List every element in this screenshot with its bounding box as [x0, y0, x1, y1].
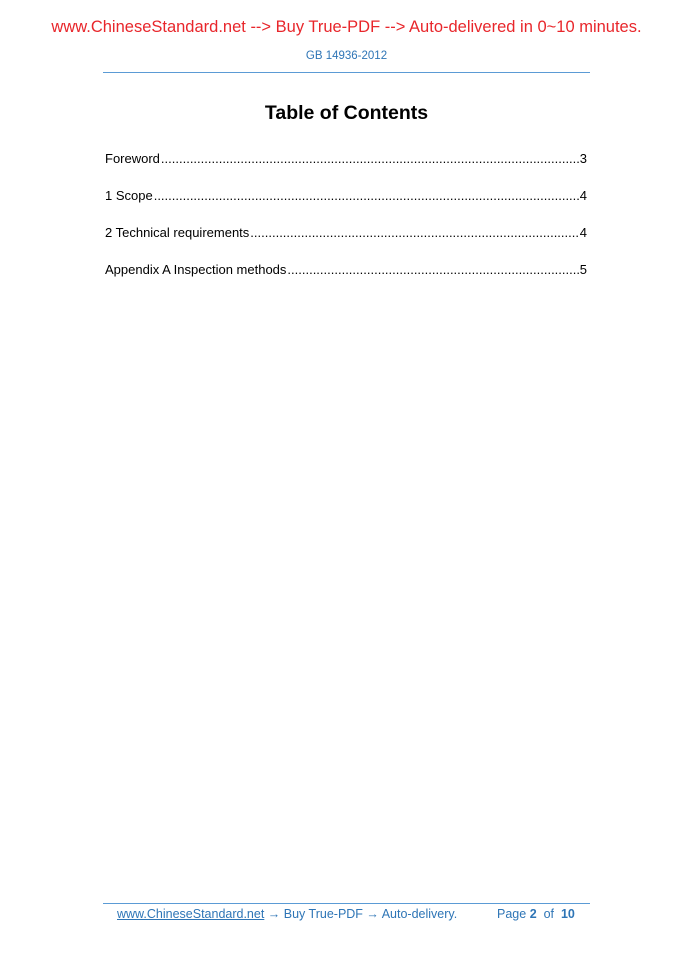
header-divider — [103, 72, 590, 73]
toc-entry-label: Foreword — [105, 151, 160, 166]
footer-divider — [103, 903, 590, 904]
page-of-label: of — [543, 907, 555, 921]
footer-site-link[interactable]: www.ChineseStandard.net — [117, 907, 265, 921]
table-of-contents — [105, 151, 587, 299]
toc-page-number: 3 — [579, 151, 587, 166]
toc-dot-leader — [250, 225, 578, 240]
total-pages-number: 10 — [560, 907, 575, 921]
page-indicator — [497, 907, 575, 921]
document-code: GB 14936-2012 — [305, 50, 388, 62]
toc-entry-appendix-a[interactable] — [105, 262, 587, 299]
toc-entry-scope[interactable] — [105, 188, 587, 225]
toc-dot-leader — [287, 262, 578, 277]
toc-page-number: 5 — [579, 262, 587, 277]
footer-tagline: → Buy True-PDF → Auto-delivery. — [264, 907, 458, 921]
page-label: Page — [497, 907, 527, 921]
toc-entry-technical-requirements[interactable] — [105, 225, 587, 262]
toc-page-number: 4 — [579, 225, 587, 240]
promo-banner[interactable]: www.ChineseStandard.net --> Buy True-PDF --> Auto-delivered in 0~10 minutes. — [51, 18, 642, 36]
toc-title: Table of Contents — [264, 102, 429, 124]
toc-dot-leader — [154, 188, 579, 203]
toc-entry-label: Appendix A Inspection methods — [105, 262, 287, 277]
toc-dot-leader — [161, 151, 579, 166]
toc-page-number: 4 — [579, 188, 587, 203]
current-page-number: 2 — [529, 907, 537, 921]
toc-entry-label: 1 Scope — [105, 188, 153, 203]
toc-entry-label: 2 Technical requirements — [105, 225, 250, 240]
toc-entry-foreword[interactable] — [105, 151, 587, 188]
page-footer — [117, 907, 575, 921]
